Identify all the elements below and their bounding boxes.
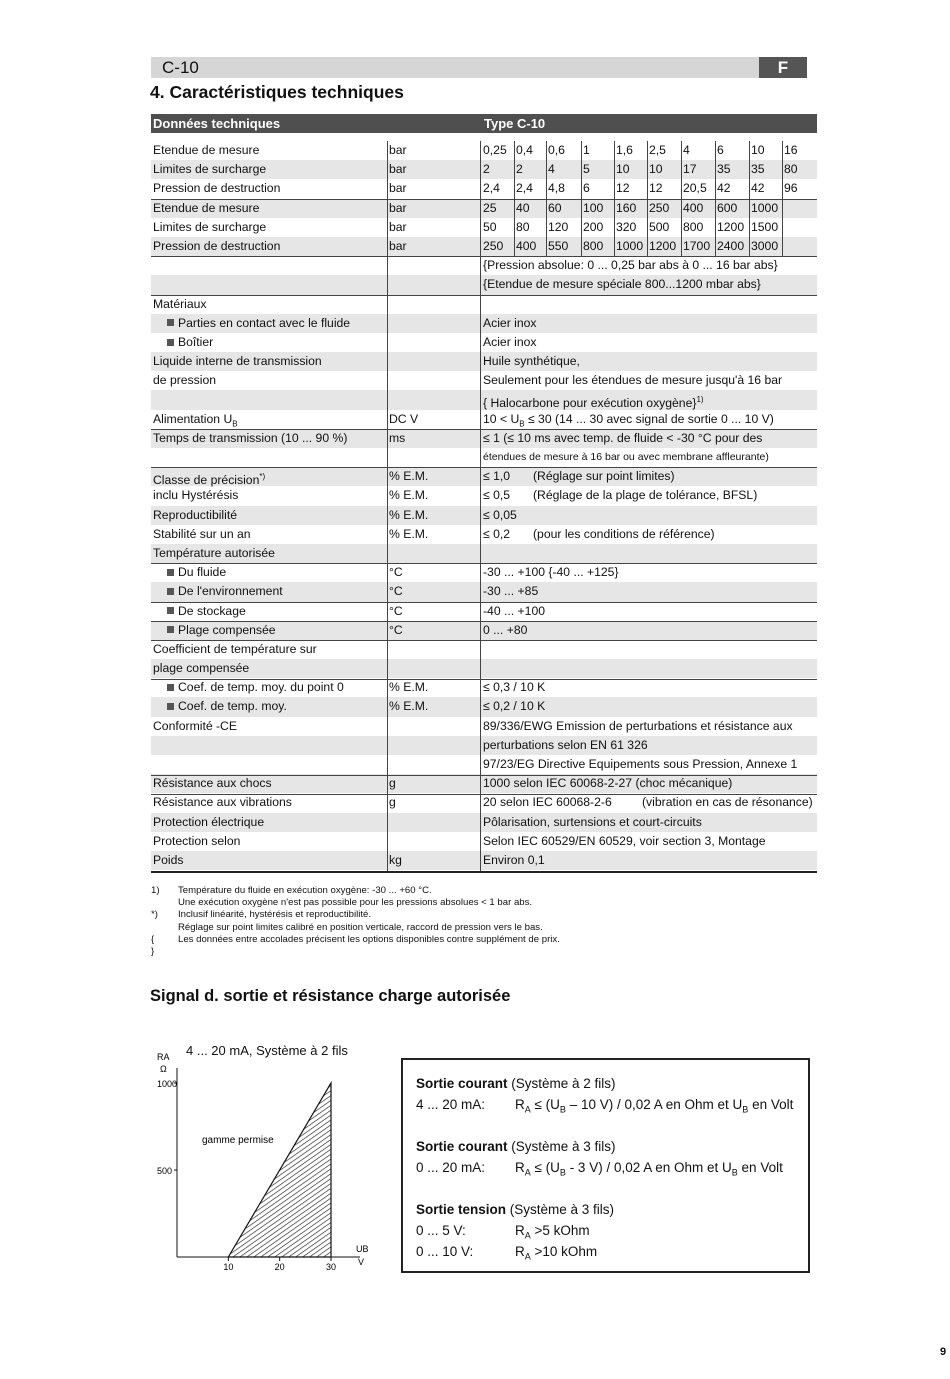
range-value: 2400 [717, 238, 745, 253]
row-unit: g [389, 776, 396, 791]
footnote-key: *) [151, 909, 158, 921]
row-divider [151, 621, 817, 622]
row-label: Etendue de mesure [153, 143, 260, 157]
range-value: 42 [717, 181, 731, 196]
table-row [151, 295, 817, 314]
subscript: A [524, 1230, 531, 1241]
row-label: de pression [153, 373, 217, 388]
row-label: Coefficient de température sur [153, 641, 317, 656]
range-value: 17 [683, 162, 697, 177]
range-value: 2,4 [483, 181, 500, 196]
row-unit: °C [389, 603, 403, 618]
range-value: 2,4 [516, 181, 533, 196]
x-axis-unit: V [358, 1257, 365, 1267]
footnote-text: Une exécution oxygène n'est pas possible pour les pressions absolues < 1 bar abs. [178, 897, 533, 909]
row-divider [151, 679, 817, 680]
range-value: 320 [616, 219, 637, 234]
row-value: {Etendue de mesure spéciale 800...1200 mbar abs} [483, 277, 761, 292]
row-value: ≤ 0,05 [483, 507, 517, 522]
range-value: 6 [717, 143, 724, 157]
row-divider [151, 563, 817, 564]
bullet-icon [167, 588, 174, 595]
table-row [151, 755, 817, 774]
row-value: Pôlarisation, surtensions et court-circuits [483, 814, 702, 829]
row-value: ≤ 1 (≤ 10 ms avec temp. de fluide < -30 °C pour des [483, 430, 763, 445]
row-divider [151, 429, 817, 430]
range-value: 200 [583, 219, 604, 234]
range-value: 80 [516, 219, 530, 234]
range-value: 250 [483, 238, 504, 253]
range-value: 10 [616, 162, 630, 177]
voltage-output-title: Sortie tension (Système à 3 fils) [416, 1202, 615, 1217]
footnote-key: { } [151, 933, 155, 957]
table-row [151, 697, 817, 716]
x-axis-label: UB [356, 1244, 369, 1254]
table-row [151, 160, 817, 179]
row-unit: °C [389, 622, 403, 637]
range-value: 12 [649, 181, 663, 196]
y-tick-label: 500 [157, 1166, 173, 1176]
row-unit: % E.M. [389, 680, 429, 695]
range-value: 3000 [751, 238, 779, 253]
row-unit: g [389, 795, 396, 810]
language-tab: F [759, 57, 807, 78]
permitted-region [228, 1083, 331, 1257]
row-label: De l'environnement [153, 582, 283, 601]
row-value: ≤ 0,2 [483, 526, 511, 541]
table-row [151, 659, 817, 678]
row-label: inclu Hystérésis [153, 488, 239, 503]
row-label: Température autorisée [153, 545, 275, 560]
row-value: ≤ 0,2 / 10 K [483, 699, 546, 714]
footnote-text: Réglage sur point limites calibré en position verticale, raccord de pression vers le bas. [178, 921, 543, 933]
row-value: -30 ... +100 {-40 ... +125} [483, 565, 619, 580]
row-value: -30 ... +85 [483, 584, 539, 599]
row-label: Reproductibilité [153, 507, 238, 522]
row-value: Seulement pour les étendues de mesure jusqu'à 16 bar [483, 373, 783, 388]
range-value: 50 [483, 219, 497, 234]
row-unit: °C [389, 584, 403, 599]
range-value: 4,8 [548, 181, 565, 196]
row-label: Coef. de temp. moy. du point 0 [153, 678, 344, 697]
row-unit: % E.M. [389, 699, 429, 714]
table-row [151, 640, 817, 659]
row-label: Alimentation $U_B$ [153, 411, 238, 429]
subscript: B [559, 1167, 566, 1178]
row-label: plage compensée [153, 661, 250, 676]
row-label: De stockage [153, 602, 246, 621]
row-unit: ms [389, 430, 406, 445]
range-value: 400 [683, 200, 704, 215]
table-row [151, 736, 817, 755]
row-note: (Réglage de la plage de tolérance, BFSL) [533, 488, 758, 503]
row-label: Du fluide [153, 563, 226, 582]
row-unit: % E.M. [389, 526, 429, 541]
row-label: Limites de surcharge [153, 162, 267, 177]
range-value: 2 [483, 162, 490, 177]
row-value: Acier inox [483, 334, 537, 349]
range-value: 250 [649, 200, 670, 215]
row-value: Selon IEC 60529/EN 60529, voir section 3, Montage [483, 833, 766, 848]
footnote-text: Température du fluide en exécution oxygène: -30 ... +60 °C. [178, 885, 432, 896]
table-row [151, 352, 817, 371]
row-label: Classe de précision*) [153, 472, 266, 488]
current-output-3wire-formula: 0 ... 20 mA: $R_A \le (U_B - 3$ V) / 0,02 A en Ohm et $U_B$ en Volt [416, 1160, 783, 1178]
range-value: 1200 [649, 238, 677, 253]
row-label: Pression de destruction [153, 238, 281, 253]
table-row [151, 678, 817, 697]
current-output-2wire-formula: 4 ... 20 mA: $R_A \le (U_B - 10$ V) / 0,02 A en Ohm et $U_B$ en Volt [416, 1097, 794, 1115]
row-value: Huile synthétique, [483, 354, 580, 369]
footnote-text: Les données entre accolades précisent les options disponibles contre supplément de prix. [178, 933, 560, 945]
table-row [151, 832, 817, 851]
current-output-3wire-title: Sortie courant (Système à 3 fils) [416, 1139, 616, 1154]
table-row [151, 774, 817, 793]
subscript: A [524, 1167, 531, 1178]
table-header-left: Données techniques [153, 116, 281, 131]
range-value: 160 [616, 200, 637, 215]
bullet-icon [167, 626, 174, 633]
range-value: 1000 [751, 200, 779, 215]
row-divider [151, 467, 817, 468]
bullet-icon [167, 703, 174, 710]
row-value: 97/23/EG Directive Equipements sous Pression, Annexe 1 [483, 757, 798, 771]
row-unit: bar [389, 162, 407, 177]
table-row [151, 793, 817, 812]
range-value: 5 [583, 162, 590, 177]
row-label: Liquide interne de transmission [153, 354, 322, 369]
subscript: A [524, 1251, 531, 1262]
range-value: 4 [548, 162, 555, 177]
table-row [151, 371, 817, 390]
range-value: 400 [516, 238, 537, 253]
row-value: 20 selon IEC 60068-2-6 [483, 795, 612, 810]
table-row [151, 582, 817, 601]
voltage-output-5v: 0 ... 5 V: $R_A >5$ kOhm [416, 1223, 590, 1241]
row-unit: bar [389, 219, 407, 234]
range-value: 25 [483, 200, 497, 215]
range-value: 35 [751, 162, 765, 177]
row-divider [151, 602, 817, 603]
range-value: 800 [583, 238, 604, 253]
table-row [151, 141, 817, 160]
row-note: (vibration en cas de résonance) [642, 795, 813, 810]
table-row [151, 179, 817, 198]
y-tick-label: 1000 [157, 1079, 178, 1089]
region-label: gamme permise [202, 1135, 274, 1146]
row-value: {Pression absolue: 0 ... 0,25 bar abs à 0 ... 16 bar abs} [483, 258, 778, 273]
range-value: 600 [717, 200, 738, 215]
table-row [151, 602, 817, 621]
current-output-2wire-title: Sortie courant (Système à 2 fils) [416, 1076, 616, 1091]
row-value: 1000 selon IEC 60068-2-27 (choc mécanique) [483, 776, 733, 791]
x-tick-label: 20 [274, 1262, 285, 1272]
range-value: 2 [516, 162, 523, 177]
row-label: Coef. de temp. moy. [153, 697, 287, 716]
page-number: 9 [940, 1346, 947, 1358]
y-axis-label: RA [157, 1052, 170, 1062]
row-label: Protection selon [153, 833, 241, 848]
range-value: 0,6 [548, 143, 565, 157]
table-row [151, 544, 817, 563]
document-code: C-10 [162, 58, 199, 77]
row-note: (Réglage sur point limites) [533, 469, 675, 484]
table-row [151, 486, 817, 505]
row-value: ≤ 0,5 [483, 488, 511, 503]
range-value: 20,5 [683, 181, 707, 196]
row-label: Temps de transmission (10 ... 90 %) [153, 430, 348, 445]
table-row [151, 717, 817, 736]
footnote-key: 1) [151, 885, 160, 896]
row-divider [151, 295, 817, 296]
table-row [151, 218, 817, 237]
row-label: Matériaux [153, 296, 207, 311]
range-value: 500 [649, 219, 670, 234]
bullet-icon [167, 319, 174, 326]
voltage-output-10v: 0 ... 10 V: $R_A >10$ kOhm [416, 1244, 598, 1262]
subscript: A [524, 1104, 531, 1115]
table-row [151, 314, 817, 333]
bullet-icon [167, 607, 174, 614]
range-value: 1700 [683, 238, 711, 253]
subscript: B [731, 1167, 738, 1178]
row-label: Parties en contact avec le fluide [153, 314, 350, 333]
table-row [151, 199, 817, 218]
row-value: 0 ... +80 [483, 622, 528, 637]
table-bottom-rule [151, 871, 817, 873]
row-value: Acier inox [483, 315, 537, 330]
table-header-right: Type C-10 [484, 116, 546, 131]
range-value: 60 [548, 200, 562, 215]
row-label: Résistance aux chocs [153, 776, 272, 791]
range-value: 1000 [616, 238, 644, 253]
row-divider [151, 640, 817, 641]
range-value: 10 [751, 143, 765, 157]
section-title: 4. Caractéristiques techniques [150, 82, 404, 102]
range-value: 550 [548, 238, 569, 253]
range-value: 1500 [751, 219, 779, 234]
row-divider [151, 256, 817, 257]
header-bar [151, 57, 807, 78]
plot-title: 4 ... 20 mA, Système à 2 fils [186, 1043, 348, 1058]
row-unit: % E.M. [389, 507, 429, 522]
row-unit: bar [389, 238, 407, 253]
row-unit: % E.M. [389, 469, 429, 484]
range-value: 1200 [717, 219, 745, 234]
table-row [151, 813, 817, 832]
row-label: Etendue de mesure [153, 200, 260, 215]
table-row [151, 256, 817, 275]
table-row [151, 390, 817, 409]
range-value: 6 [583, 181, 590, 196]
table-row [151, 410, 817, 429]
x-tick-label: 30 [326, 1262, 337, 1272]
row-unit: % E.M. [389, 488, 429, 503]
row-value: perturbations selon EN 61 326 [483, 737, 648, 752]
table-row [151, 448, 817, 467]
row-unit: kg [389, 852, 402, 867]
row-unit: DC V [389, 411, 419, 426]
range-value: 80 [784, 162, 798, 177]
bullet-icon [167, 684, 174, 691]
x-tick-label: 10 [223, 1262, 234, 1272]
superscript: 1) [696, 395, 704, 405]
subscript: B [519, 419, 525, 429]
row-label: Résistance aux vibrations [153, 795, 292, 810]
table-row [151, 467, 817, 486]
column-divider [480, 141, 481, 871]
table-row [151, 237, 817, 256]
output-signal-box [401, 1058, 810, 1273]
row-value: $10 < U_B \le 30$ (14 ... 30 avec signal de sortie 0 ... 10 V) [483, 411, 774, 429]
table-row [151, 621, 817, 640]
range-value: 4 [683, 143, 690, 157]
table-row [151, 506, 817, 525]
row-unit: °C [389, 565, 403, 580]
bullet-icon [167, 339, 174, 346]
row-label: Protection électrique [153, 814, 265, 829]
row-divider [151, 199, 817, 200]
row-value: 89/336/EWG Emission de perturbations et résistance aux [483, 718, 793, 733]
row-label: Limites de surcharge [153, 219, 267, 234]
range-value: 100 [583, 200, 604, 215]
row-value: étendues de mesure à 16 bar ou avec membrane affleurante) [483, 451, 769, 463]
range-value: 40 [516, 200, 530, 215]
table-header [151, 114, 817, 133]
range-value: 16 [784, 143, 798, 157]
spec-table [151, 141, 817, 870]
row-label: Plage compensée [153, 621, 276, 640]
row-unit: bar [389, 200, 407, 215]
row-value: ≤ 0,3 / 10 K [483, 680, 546, 695]
bullet-icon [167, 569, 174, 576]
row-divider [151, 775, 817, 776]
signal-section-title: Signal d. sortie et résistance charge autorisée [150, 987, 511, 1005]
range-value: 0,25 [483, 143, 507, 157]
footnote-text: Inclusif linéarité, hystérésis et reproductibilité. [178, 909, 372, 921]
row-value: ≤ 1,0 [483, 469, 511, 484]
range-value: 2,5 [649, 143, 666, 157]
range-value: 10 [649, 162, 663, 177]
row-unit: bar [389, 181, 407, 196]
superscript: *) [259, 472, 266, 482]
table-row [151, 563, 817, 582]
column-divider [387, 141, 388, 871]
row-label: Poids [153, 852, 184, 867]
row-label: Pression de destruction [153, 181, 281, 196]
table-row [151, 275, 817, 294]
row-value: -40 ... +100 [483, 603, 545, 618]
table-row [151, 333, 817, 352]
table-row [151, 525, 817, 544]
row-divider [151, 794, 817, 795]
y-axis-unit: Ω [160, 1064, 167, 1074]
row-label: Boîtier [153, 333, 213, 352]
row-label: Stabilité sur un an [153, 526, 251, 541]
table-row [151, 851, 817, 870]
row-label: Conformité -CE [153, 718, 237, 733]
range-value: 12 [616, 181, 630, 196]
range-value: 0,4 [516, 143, 533, 157]
subscript: B [559, 1104, 566, 1115]
subscript: B [232, 419, 238, 429]
range-value: 1,6 [616, 143, 633, 157]
range-value: 800 [683, 219, 704, 234]
range-value: 120 [548, 219, 569, 234]
row-unit: bar [389, 143, 407, 157]
row-value: Environ 0,1 [483, 852, 545, 867]
row-note: (pour les conditions de référence) [533, 526, 715, 541]
range-value: 96 [784, 181, 798, 196]
row-value: { Halocarbone pour exécution oxygène}$^{1)}$ [483, 395, 704, 411]
range-value: 35 [717, 162, 731, 177]
subscript: B [742, 1104, 749, 1115]
range-value: 42 [751, 181, 765, 196]
table-row [151, 429, 817, 448]
load-chart [150, 1046, 380, 1276]
range-value: 1 [583, 143, 590, 157]
